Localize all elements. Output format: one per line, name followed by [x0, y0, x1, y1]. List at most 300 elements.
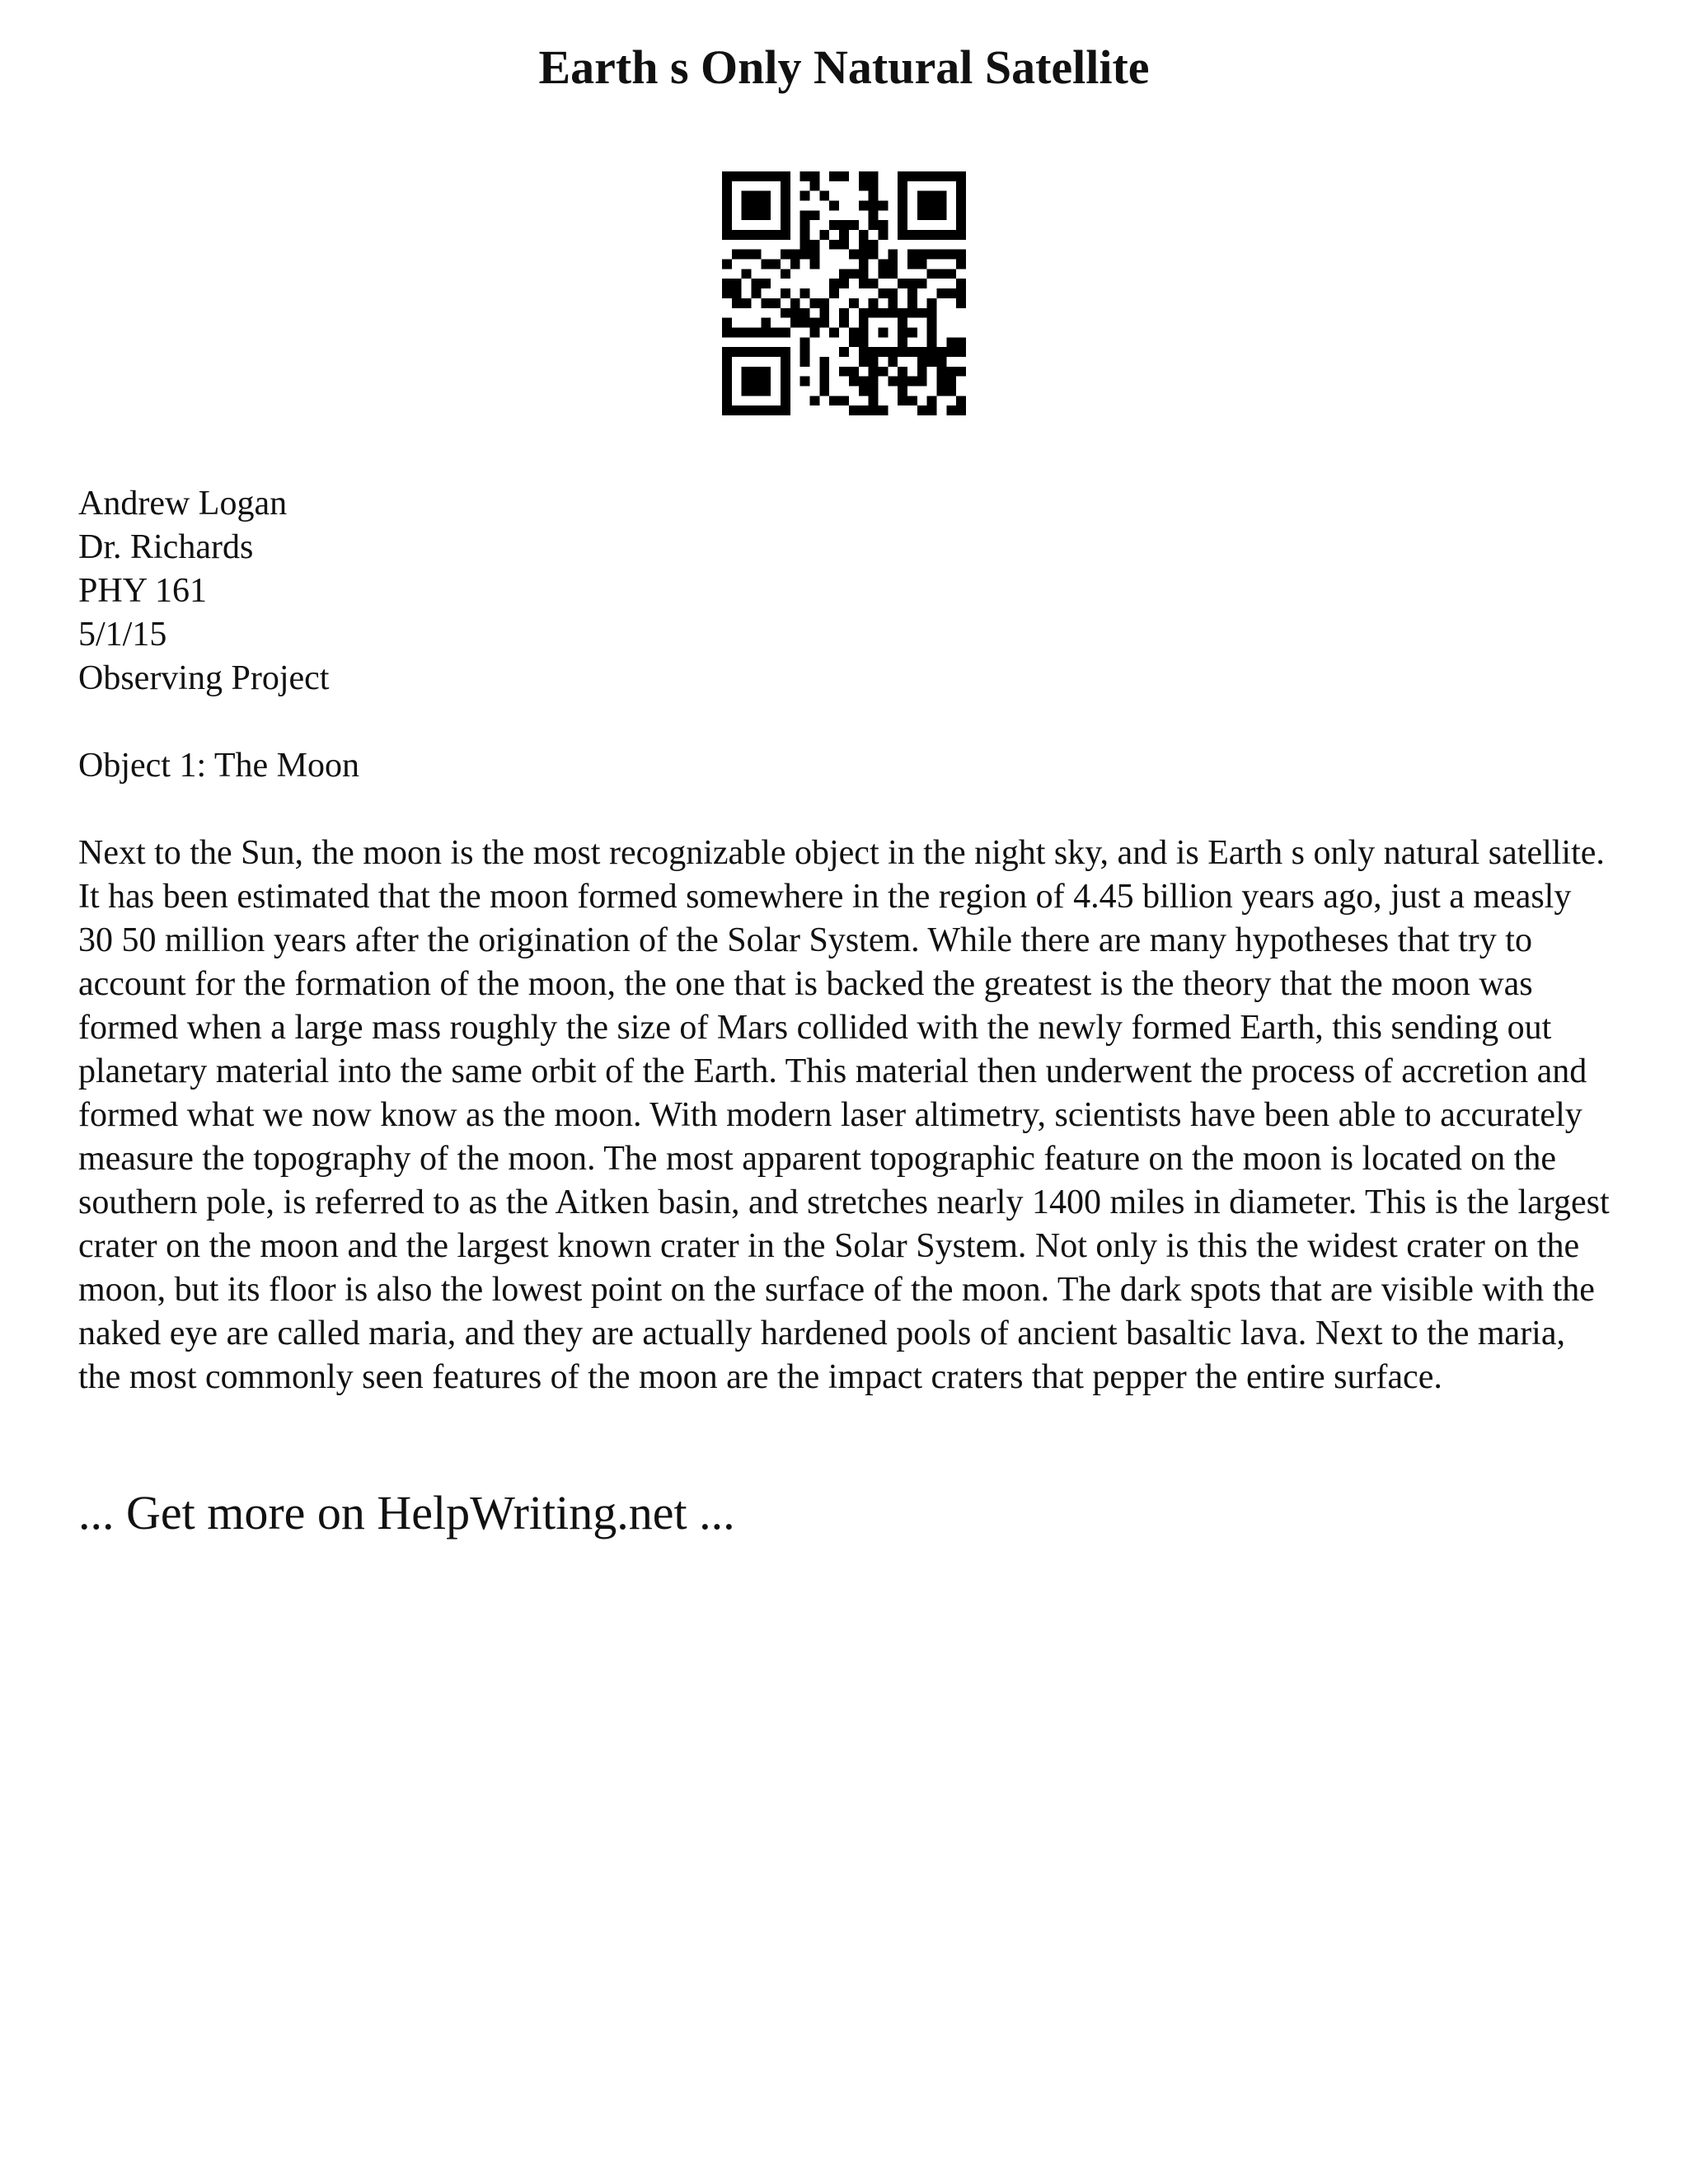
qr-module — [917, 405, 927, 415]
qr-module — [956, 337, 966, 347]
qr-module — [946, 337, 956, 347]
qr-module — [849, 337, 859, 347]
qr-module — [927, 298, 937, 308]
qr-module — [917, 279, 927, 288]
qr-module — [722, 191, 732, 201]
qr-module — [927, 250, 937, 260]
qr-module — [869, 240, 879, 250]
get-more-link[interactable]: ... Get more on HelpWriting.net ... — [78, 1486, 735, 1540]
qr-module — [829, 220, 839, 230]
qr-module — [907, 298, 917, 308]
qr-module — [878, 405, 888, 415]
qr-module — [936, 269, 946, 279]
qr-module — [790, 260, 800, 269]
qr-module — [761, 347, 771, 357]
qr-module — [771, 405, 781, 415]
qr-module — [810, 396, 820, 405]
qr-module — [722, 260, 732, 269]
qr-module — [752, 279, 762, 288]
qr-module — [781, 396, 790, 405]
qr-module — [819, 377, 829, 387]
qr-module — [771, 327, 781, 337]
qr-module — [869, 191, 879, 201]
qr-module — [810, 250, 820, 260]
qr-module — [781, 347, 790, 357]
qr-module — [781, 367, 790, 377]
qr-module — [859, 201, 869, 211]
qr-module — [722, 377, 732, 387]
qr-module — [898, 396, 907, 405]
qr-module — [839, 347, 849, 357]
qr-module — [956, 171, 966, 181]
qr-module — [810, 260, 820, 269]
qr-module — [956, 210, 966, 220]
qr-module — [790, 250, 800, 260]
qr-module — [732, 288, 742, 298]
qr-module — [742, 210, 752, 220]
qr-module — [761, 377, 771, 387]
qr-module — [761, 191, 771, 201]
qr-module — [878, 201, 888, 211]
qr-module — [722, 347, 732, 357]
qr-module — [946, 171, 956, 181]
qr-module — [927, 357, 937, 367]
qr-module — [878, 347, 888, 357]
qr-module — [956, 250, 966, 260]
qr-module — [927, 405, 937, 415]
qr-module — [936, 171, 946, 181]
qr-module — [761, 201, 771, 211]
qr-code-graphic — [722, 171, 966, 415]
qr-module — [722, 405, 732, 415]
qr-module — [878, 260, 888, 269]
qr-module — [888, 347, 898, 357]
qr-module — [752, 288, 762, 298]
qr-module — [907, 327, 917, 337]
qr-module — [752, 347, 762, 357]
qr-module — [859, 337, 869, 347]
qr-module — [752, 377, 762, 387]
qr-module — [722, 318, 732, 328]
qr-module — [888, 269, 898, 279]
qr-module — [829, 288, 839, 298]
qr-module — [839, 396, 849, 405]
qr-module — [839, 318, 849, 328]
qr-module — [888, 357, 898, 367]
qr-module — [742, 347, 752, 357]
qr-module — [946, 347, 956, 357]
qr-module — [956, 298, 966, 308]
qr-module — [878, 269, 888, 279]
qr-module — [859, 269, 869, 279]
qr-module — [917, 210, 927, 220]
qr-module — [752, 210, 762, 220]
qr-module — [752, 230, 762, 240]
qr-module — [839, 240, 849, 250]
qr-module — [849, 327, 859, 337]
qr-module — [800, 171, 810, 181]
qr-module — [781, 357, 790, 367]
qr-module — [869, 181, 879, 191]
qr-module — [927, 191, 937, 201]
course-code: PHY 161 — [78, 572, 207, 610]
object-heading: Object 1: The Moon — [78, 747, 360, 785]
qr-module — [917, 377, 927, 387]
qr-module — [849, 367, 859, 377]
qr-module — [722, 201, 732, 211]
qr-module — [742, 405, 752, 415]
qr-module — [888, 298, 898, 308]
qr-module — [752, 367, 762, 377]
qr-module — [898, 308, 907, 318]
qr-module — [936, 386, 946, 396]
qr-module — [927, 269, 937, 279]
qr-module — [771, 298, 781, 308]
qr-module — [839, 220, 849, 230]
document-title: Earth s Only Natural Satellite — [538, 40, 1150, 94]
qr-module — [819, 318, 829, 328]
qr-module — [859, 308, 869, 318]
qr-module — [722, 171, 732, 181]
qr-module — [829, 171, 839, 181]
qr-module — [869, 171, 879, 181]
qr-module — [869, 386, 879, 396]
qr-module — [781, 181, 790, 191]
qr-module — [859, 405, 869, 415]
qr-module — [936, 288, 946, 298]
qr-module — [781, 288, 790, 298]
author-info-block — [78, 482, 1611, 701]
qr-module — [898, 191, 907, 201]
qr-module — [898, 318, 907, 328]
qr-module — [810, 240, 820, 250]
qr-module — [771, 230, 781, 240]
qr-module — [722, 279, 732, 288]
qr-module — [869, 279, 879, 288]
qr-module — [869, 210, 879, 220]
qr-module — [936, 230, 946, 240]
qr-module — [810, 298, 820, 308]
qr-module — [839, 269, 849, 279]
qr-module — [781, 201, 790, 211]
qr-module — [898, 386, 907, 396]
qr-module — [722, 181, 732, 191]
qr-module — [752, 386, 762, 396]
qr-module — [810, 318, 820, 328]
qr-module — [819, 367, 829, 377]
qr-module — [819, 308, 829, 318]
qr-module — [790, 298, 800, 308]
qr-module — [752, 250, 762, 260]
qr-module — [800, 250, 810, 260]
qr-module — [781, 210, 790, 220]
qr-module — [761, 327, 771, 337]
qr-module — [742, 171, 752, 181]
qr-module — [936, 201, 946, 211]
qr-module — [810, 327, 820, 337]
qr-module — [936, 377, 946, 387]
qr-module — [956, 279, 966, 288]
qr-module — [819, 357, 829, 367]
qr-module — [781, 327, 790, 337]
qr-module — [946, 367, 956, 377]
qr-module — [917, 230, 927, 240]
qr-module — [839, 171, 849, 181]
qr-module — [888, 260, 898, 269]
qr-module — [878, 327, 888, 337]
qr-module — [849, 220, 859, 230]
qr-module — [742, 191, 752, 201]
qr-module — [878, 230, 888, 240]
qr-module — [907, 171, 917, 181]
qr-module — [898, 347, 907, 357]
qr-module — [859, 347, 869, 357]
qr-module — [927, 201, 937, 211]
qr-module — [888, 308, 898, 318]
project-name: Observing Project — [78, 659, 330, 697]
qr-module — [722, 220, 732, 230]
qr-module — [936, 347, 946, 357]
qr-module — [917, 191, 927, 201]
qr-module — [742, 367, 752, 377]
qr-module — [800, 347, 810, 357]
qr-module — [752, 405, 762, 415]
qr-module — [722, 210, 732, 220]
qr-module — [878, 220, 888, 230]
qr-module — [829, 327, 839, 337]
qr-module — [761, 279, 771, 288]
qr-module — [917, 250, 927, 260]
qr-module — [732, 279, 742, 288]
qr-module — [829, 240, 839, 250]
qr-module — [936, 367, 946, 377]
qr-module — [859, 327, 869, 337]
qr-module — [917, 308, 927, 318]
qr-module — [732, 298, 742, 308]
qr-module — [752, 201, 762, 211]
qr-module — [907, 288, 917, 298]
qr-module — [781, 386, 790, 396]
qr-module — [800, 357, 810, 367]
qr-module — [869, 298, 879, 308]
qr-module — [761, 230, 771, 240]
qr-module — [956, 191, 966, 201]
qr-module — [761, 386, 771, 396]
qr-module — [732, 405, 742, 415]
qr-module — [732, 347, 742, 357]
qr-module — [936, 250, 946, 260]
qr-module — [771, 171, 781, 181]
qr-module — [732, 230, 742, 240]
qr-module — [732, 171, 742, 181]
qr-module — [946, 250, 956, 260]
qr-module — [927, 396, 937, 405]
qr-module — [800, 308, 810, 318]
qr-module — [869, 405, 879, 415]
qr-module — [849, 250, 859, 260]
qr-module — [869, 250, 879, 260]
qr-module — [927, 347, 937, 357]
qr-module — [829, 279, 839, 288]
qr-module — [752, 171, 762, 181]
qr-module — [859, 377, 869, 387]
qr-module — [781, 405, 790, 415]
qr-module — [800, 337, 810, 347]
qr-module — [956, 288, 966, 298]
qr-module — [859, 171, 869, 181]
qr-module — [869, 220, 879, 230]
qr-module — [722, 327, 732, 337]
qr-module — [722, 230, 732, 240]
qr-module — [761, 210, 771, 220]
qr-module — [869, 396, 879, 405]
qr-module — [956, 230, 966, 240]
qr-module — [829, 396, 839, 405]
qr-module — [732, 327, 742, 337]
qr-module — [898, 230, 907, 240]
qr-module — [771, 260, 781, 269]
qr-module — [849, 405, 859, 415]
qr-module — [898, 367, 907, 377]
qr-module — [800, 220, 810, 230]
qr-module — [869, 377, 879, 387]
qr-module — [742, 230, 752, 240]
qr-module — [790, 308, 800, 318]
qr-module — [839, 308, 849, 318]
qr-module — [800, 377, 810, 387]
qr-module — [917, 347, 927, 357]
qr-module — [898, 220, 907, 230]
qr-module — [761, 298, 771, 308]
qr-module — [859, 250, 869, 260]
qr-module — [907, 279, 917, 288]
qr-module — [742, 298, 752, 308]
qr-module — [819, 230, 829, 240]
qr-module — [917, 357, 927, 367]
qr-module — [781, 377, 790, 387]
qr-module — [936, 210, 946, 220]
qr-module — [907, 347, 917, 357]
qr-module — [781, 220, 790, 230]
qr-module — [800, 210, 810, 220]
qr-module — [742, 377, 752, 387]
qr-module — [781, 230, 790, 240]
qr-module — [898, 201, 907, 211]
qr-module — [878, 288, 888, 298]
qr-module — [907, 260, 917, 269]
qr-module — [869, 357, 879, 367]
qr-module — [859, 357, 869, 367]
qr-module — [917, 201, 927, 211]
qr-module — [859, 230, 869, 240]
qr-module — [907, 396, 917, 405]
qr-module — [800, 318, 810, 328]
qr-module — [781, 269, 790, 279]
qr-module — [946, 386, 956, 396]
qr-module — [742, 386, 752, 396]
qr-module — [927, 210, 937, 220]
body-paragraph: Next to the Sun, the moon is the most recognizable object in the night sky, and is Earth s only natural satellite. It has been estimated that the moon formed somewhere in the region of 4.45 billion years ago, just a measly 30 50 million years after the origination of the Solar System. While there are many hypotheses that try to account for the formation of the moon, the one that is backed the greatest is the theory that the moon was formed when a large mass roughly the size of Mars collided with the newly formed Earth, this sending out planetary material into the same orbit of the Earth. This material then underwent the process of accretion and formed what we now know as the moon. With modern laser altimetry, scientists have been able to accurately measure the topography of the moon. The most apparent topographic feature on the moon is located on the southern pole, is referred to as the Aitken basin, and stretches nearly 1400 miles in diameter. This is the largest crater on the moon and the largest known crater in the Solar System. Not only is this the widest crater on the moon, but its floor is also the lowest point on the surface of the moon. The dark spots that are visible with the naked eye are called maria, and they are actually hardened pools of ancient basaltic lava. Next to the maria, the most commonly seen features of the moon are the impact craters that pepper the entire surface. — [78, 834, 1610, 1396]
qr-module — [888, 377, 898, 387]
qr-module — [819, 386, 829, 396]
qr-module — [752, 191, 762, 201]
qr-module — [800, 230, 810, 240]
qr-module — [859, 240, 869, 250]
qr-module — [722, 367, 732, 377]
qr-module — [936, 191, 946, 201]
qr-module — [771, 347, 781, 357]
qr-module — [869, 347, 879, 357]
qr-module — [829, 201, 839, 211]
qr-module — [907, 377, 917, 387]
qr-module — [810, 171, 820, 181]
qr-module — [761, 260, 771, 269]
qr-module — [869, 201, 879, 211]
qr-module — [956, 220, 966, 230]
qr-module — [907, 308, 917, 318]
qr-module — [946, 405, 956, 415]
qr-module — [859, 279, 869, 288]
qr-module — [800, 240, 810, 250]
qr-module — [956, 181, 966, 191]
qr-module — [927, 308, 937, 318]
qr-module — [742, 327, 752, 337]
qr-module — [927, 327, 937, 337]
qr-module — [722, 288, 732, 298]
qr-module — [956, 201, 966, 211]
qr-module — [781, 171, 790, 181]
qr-module — [956, 396, 966, 405]
qr-module — [936, 357, 946, 367]
qr-module — [859, 386, 869, 396]
qr-module — [800, 288, 810, 298]
qr-module — [927, 318, 937, 328]
author-name: Andrew Logan — [78, 485, 288, 523]
qr-module — [946, 288, 956, 298]
instructor-name: Dr. Richards — [78, 528, 254, 566]
qr-module — [878, 308, 888, 318]
qr-module — [898, 171, 907, 181]
qr-module — [917, 367, 927, 377]
qr-module — [898, 210, 907, 220]
qr-module — [839, 367, 849, 377]
qr-module — [946, 269, 956, 279]
qr-module — [752, 327, 762, 337]
qr-module — [722, 357, 732, 367]
qr-module — [927, 171, 937, 181]
qr-module — [781, 250, 790, 260]
qr-module — [878, 367, 888, 377]
qr-module — [839, 230, 849, 240]
qr-module — [888, 288, 898, 298]
qr-module — [761, 405, 771, 415]
qr-module — [761, 367, 771, 377]
qr-module — [800, 191, 810, 201]
qr-module — [898, 377, 907, 387]
qr-module — [819, 191, 829, 201]
qr-module — [956, 405, 966, 415]
qr-module — [722, 386, 732, 396]
qr-module — [898, 181, 907, 191]
document-date: 5/1/15 — [78, 616, 167, 654]
qr-code-icon[interactable] — [722, 171, 966, 415]
qr-module — [927, 337, 937, 347]
qr-module — [742, 250, 752, 260]
qr-module — [761, 171, 771, 181]
qr-module — [898, 279, 907, 288]
qr-module — [946, 230, 956, 240]
qr-module — [956, 260, 966, 269]
